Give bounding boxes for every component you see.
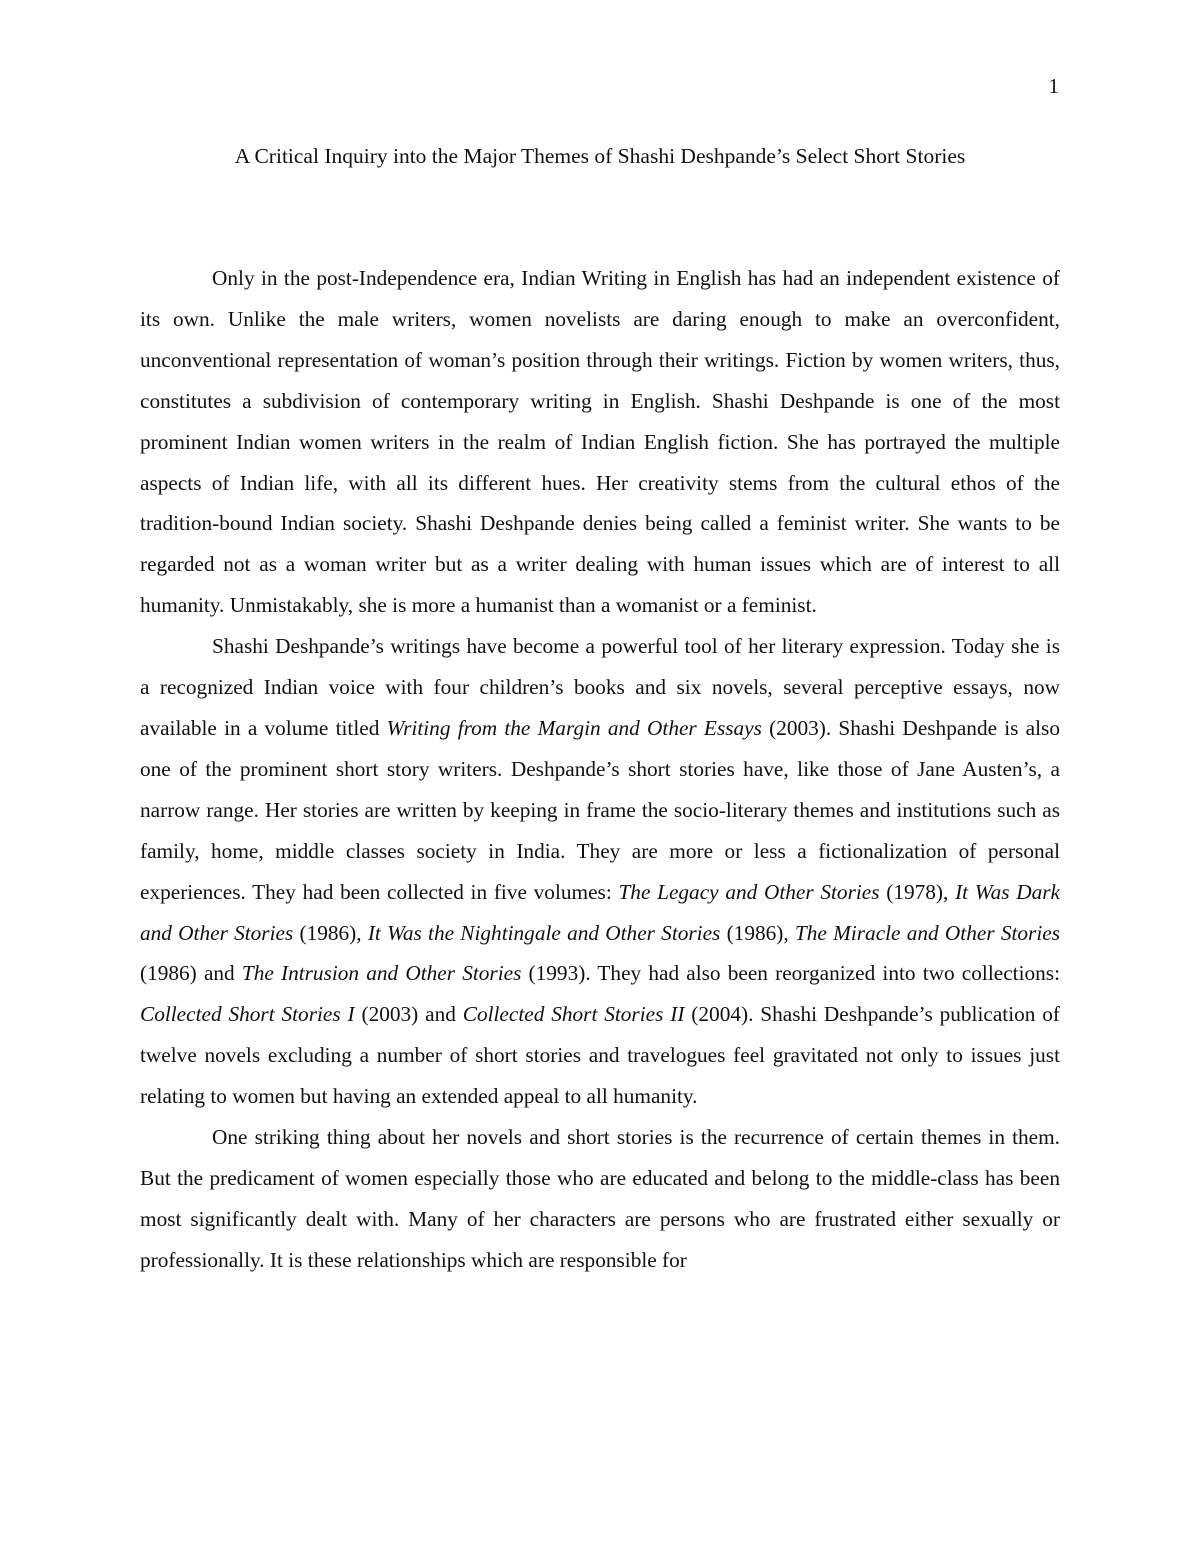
paragraph-text: (1986) and bbox=[140, 961, 242, 986]
paragraph-text: Only in the post-Independence era, Indian Writing in English has had an independent existence of its own. Unlike the male writers, women novelists are daring enough to make an overconfident, unconventional representation of woman’s position through their writings. Fiction by women writers, thus, constitutes a subdivision of contemporary writing in English. Shashi Deshpande is one of the most prominent Indian women writers in the realm of Indian English fiction. She has portrayed the multiple aspects of Indian life, with all its different hues. Her creativity stems from the cultural ethos of the tradition-bound Indian society. Shashi Deshpande denies being called a feminist writer. She wants to be regarded not as a woman writer but as a writer dealing with human issues which are of interest to all humanity. Unmistakably, she is more a humanist than a womanist or a feminist. bbox=[140, 266, 1060, 618]
book-title: The Legacy and Other Stories bbox=[618, 879, 880, 904]
book-title: The Intrusion and Other Stories bbox=[241, 961, 522, 986]
paragraph-text: Shashi Deshpande’s writings have become a powerful tool of her literary expression. Today she is a recognized Indian voice with four children’s books and six novels, several perceptive essays, now available in a volume titled bbox=[140, 634, 1060, 740]
paragraph-text: One striking thing about her novels and short stories is the recurrence of certain themes in them. But the predicament of women especially those who are educated and belong to the middle-class has been most significantly dealt with. Many of her characters are persons who are frustrated either sexually or professionally. It is these relationships which are responsible for bbox=[140, 1125, 1060, 1272]
page-number: 1 bbox=[1048, 74, 1059, 98]
paragraph-text: (2003) and bbox=[354, 1002, 463, 1027]
document-title: A Critical Inquiry into the Major Themes of Shashi Deshpande’s Select Short Stories bbox=[234, 144, 966, 168]
book-title: Collected Short Stories II bbox=[462, 1002, 685, 1027]
paragraph-1 bbox=[140, 258, 1060, 626]
book-title: Writing from the Margin and Other Essays bbox=[386, 715, 762, 740]
paragraph-text: (1993). They had also been reorganized into two collections: bbox=[521, 961, 1060, 986]
book-title: The Miracle and Other Stories bbox=[794, 920, 1060, 945]
paragraph-3 bbox=[140, 1117, 1060, 1281]
book-title: Collected Short Stories I bbox=[140, 1002, 355, 1027]
paragraph-text: (2003). Shashi Deshpande is also one of the prominent short story writers. Deshpande’s short stories have, like those of Jane Austen’s, a narrow range. Her stories are written by keeping in frame the socio-literary themes and institutions such as family, home, middle classes society in India. They are more or less a fictionalization of personal experiences. They had been collected in five volumes: bbox=[140, 715, 1060, 904]
paragraph-text: (1986), bbox=[293, 920, 368, 945]
book-title: It Was Dark and Other Stories bbox=[140, 879, 1060, 945]
paragraph-text: (2004). Shashi Deshpande’s publication of twelve novels excluding a number of short stories and travelogues feel gravitated not only to issues just relating to women but having an extended appeal to all humanity. bbox=[140, 1002, 1061, 1109]
book-title: It Was the Nightingale and Other Stories bbox=[367, 920, 721, 945]
paragraph-text: (1978), bbox=[879, 879, 956, 904]
document-body bbox=[140, 258, 1060, 1281]
paragraph-text: (1986), bbox=[720, 920, 795, 945]
paragraph-2 bbox=[140, 626, 1060, 1117]
